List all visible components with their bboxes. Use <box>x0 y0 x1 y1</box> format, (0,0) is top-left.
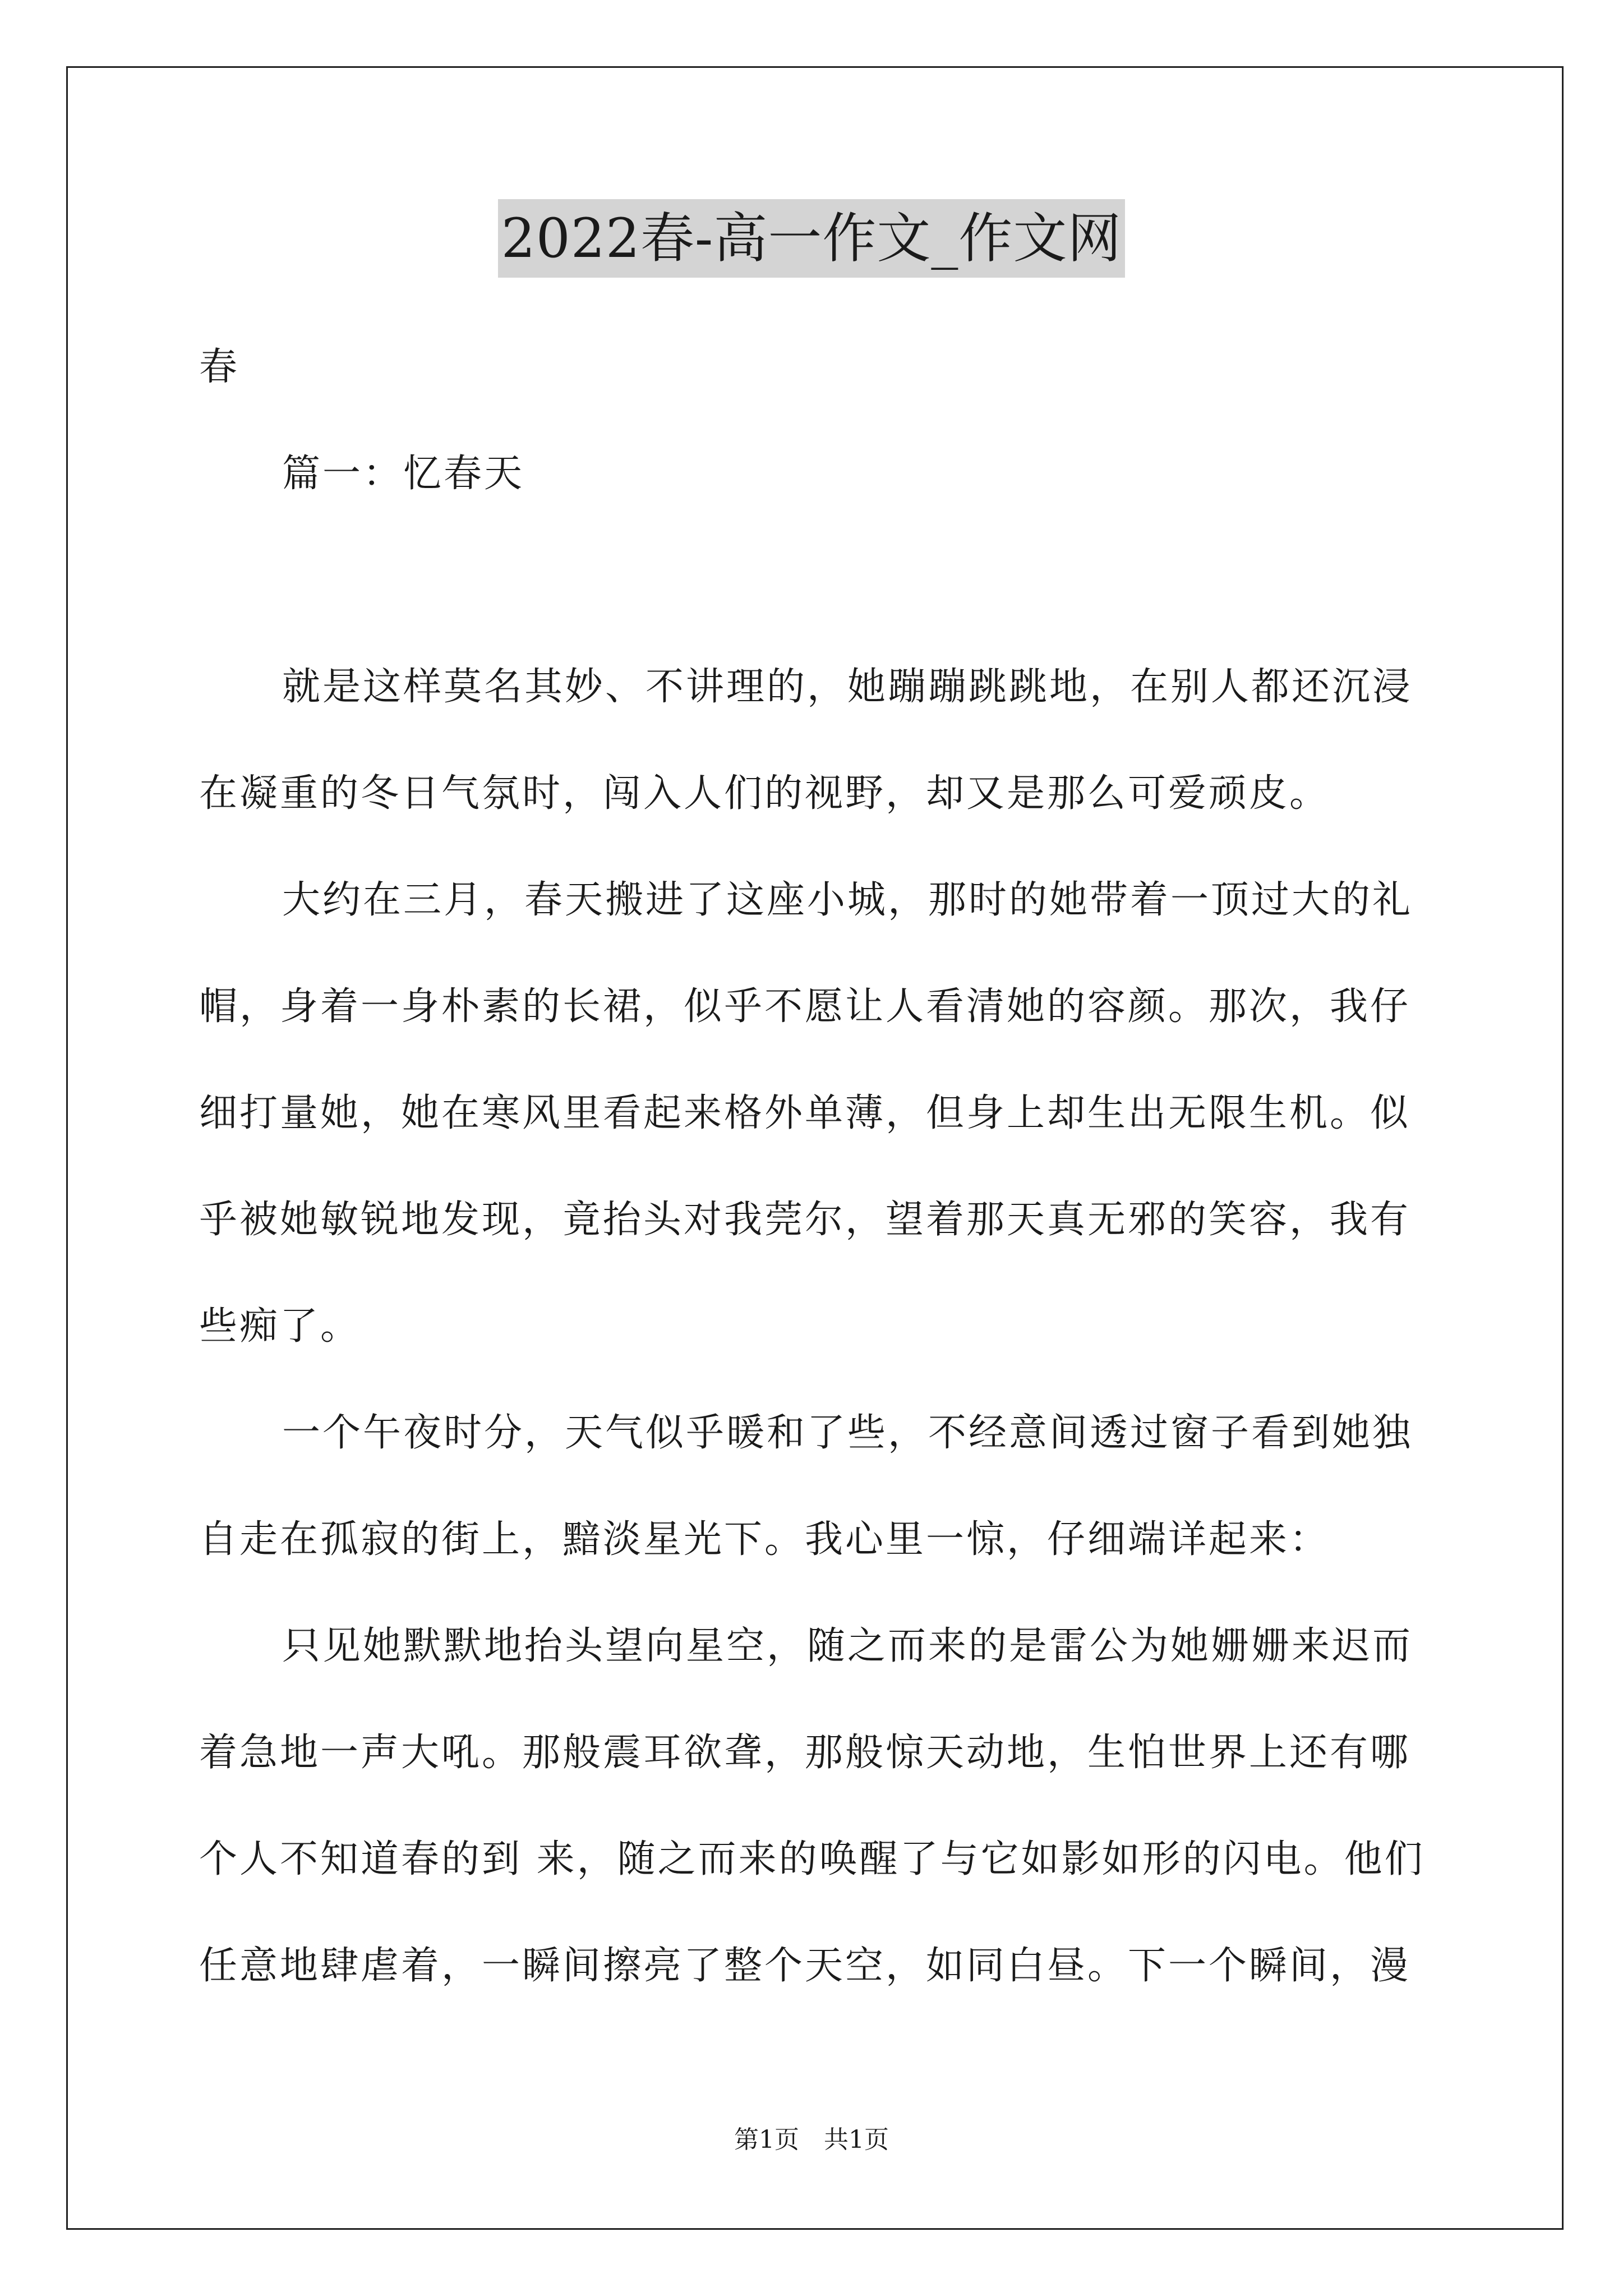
body-line: 个人不知道春的到 来，随之而来的唤醒了与它如影如形的闪电。他们 <box>199 1837 1425 1881</box>
page-footer: 第1页 共1页 <box>734 2125 889 2154</box>
document-title-text: 2022春-高一作文_作文网 <box>498 199 1126 278</box>
body-line: 篇一：忆春天 <box>282 452 525 496</box>
document-body <box>199 314 1433 2019</box>
document-title <box>0 199 1623 278</box>
body-line: 着急地一声大吼。那般震耳欲聋，那般惊天动地，生怕世界上还有哪 <box>199 1731 1411 1775</box>
body-line: 一个午夜时分，天气似乎暖和了些，不经意间透过窗子看到她独 <box>282 1411 1413 1455</box>
body-line: 在凝重的冬日气氛时，闯入人们的视野，却又是那么可爱顽皮。 <box>199 771 1330 816</box>
body-line: 帽，身着一身朴素的长裙，似乎不愿让人看清她的容颜。那次，我仔 <box>199 984 1411 1029</box>
body-line: 自走在孤寂的街上，黯淡星光下。我心里一惊，仔细端详起来： <box>199 1517 1330 1562</box>
body-line: 就是这样莫名其妙、不讲理的，她蹦蹦跳跳地，在别人都还沉浸 <box>282 665 1413 709</box>
body-line: 乎被她敏锐地发现，竟抬头对我莞尔，望着那天真无邪的笑容，我有 <box>199 1198 1411 1242</box>
body-line: 细打量她，她在寒风里看起来格外单薄，但身上却生出无限生机。似 <box>199 1091 1411 1135</box>
body-line: 只见她默默地抬头望向星空，随之而来的是雷公为她姗姗来迟而 <box>282 1624 1413 1668</box>
body-line: 任意地肆虐着，一瞬间擦亮了整个天空，如同白昼。下一个瞬间，漫 <box>199 1944 1411 1988</box>
body-line <box>199 527 1433 634</box>
body-line: 大约在三月，春天搬进了这座小城，那时的她带着一顶过大的礼 <box>282 878 1413 922</box>
body-line: 春 <box>199 345 240 389</box>
body-line: 些痴了。 <box>199 1304 361 1349</box>
